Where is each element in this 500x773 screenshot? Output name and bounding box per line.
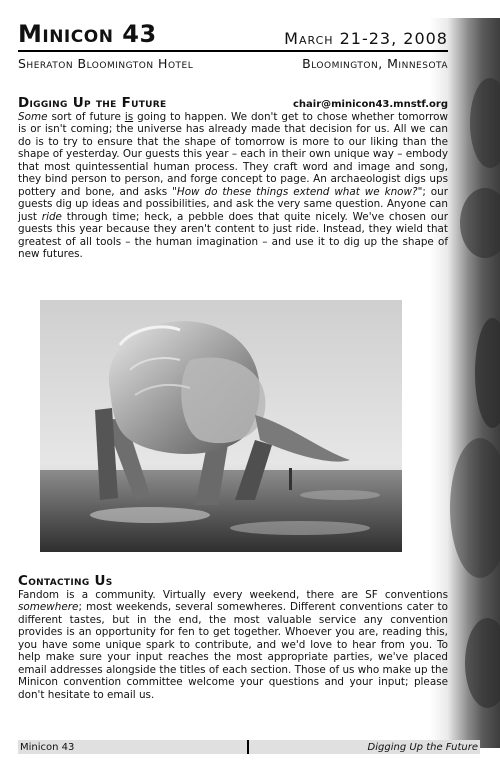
section-body-contact (18, 589, 448, 701)
section-title: Contacting Us (18, 573, 113, 589)
text-run: through time; heck, a pebble does that quite nicely. We've chosen our guests this year because they aren't content to just ride. Instead, they wield that greatest of all tools – the human imagination – and use it to dig up the shape of new futures. (18, 210, 449, 260)
event-date: March 21-23, 2008 (284, 29, 448, 48)
page-title: Minicon 43 (18, 20, 157, 48)
text-run: going to happen. We don't get to chose whether tomorrow is or isn't coming; the universe has already made that decision for us. All we can do is to try to ensure that the shape of tomorrow is more to our liking than the shape of yesterday. Our guests this year – each in their own unique way – embody that most quintessential human process. They craft word and image and song, they bind person to person, and forge concept to page. An archaeologist digs ups pottery and bone, and asks " (18, 111, 448, 198)
footer-left: Minicon 43 (20, 741, 75, 753)
footer-right: Digging Up the Future (367, 741, 478, 753)
hotel-name: Sheraton Bloomington Hotel (18, 56, 194, 71)
section-body-digging (18, 111, 448, 260)
page-footer (18, 740, 480, 754)
section-title: Digging Up the Future (18, 95, 167, 111)
text-run: "; our guests dig up ideas and possibilities, and ask the very same question. Anyone can just (18, 185, 448, 223)
section-heading-digging (18, 95, 448, 111)
text-italic: somewhere (18, 601, 79, 614)
creature-illustration (40, 300, 402, 552)
text-run: ; most weekends, several somewheres. Different conventions cater to different tastes, but in the end, the most valuable service any convention provides is an opportunity for fen to get together. Whoever you are, reading this, you have some unique spark to contribute, and we'd love to hear from you. To help make sure your input reaches the most appropriate parties, we've placed email addresses alongside the titles of each section. Those of us who make up the Minicon convention committee welcome your questions and your input; please don't hesitate to email us. (18, 601, 448, 701)
chair-email: chair@minicon43.mnstf.org (292, 99, 448, 110)
text-italic: How do these things extend what we know? (176, 185, 418, 198)
footer-divider (247, 740, 249, 754)
text-italic: Some (18, 111, 48, 123)
page-header (18, 20, 448, 71)
event-location: Bloomington, Minnesota (302, 56, 448, 71)
text-italic: ride (41, 210, 62, 223)
section-heading-contact (18, 573, 448, 589)
text-run: sort of future (47, 111, 125, 123)
text-underline: is (124, 111, 134, 123)
text-run: Fandom is a community. Virtually every weekend, there are SF conventions (18, 589, 448, 601)
